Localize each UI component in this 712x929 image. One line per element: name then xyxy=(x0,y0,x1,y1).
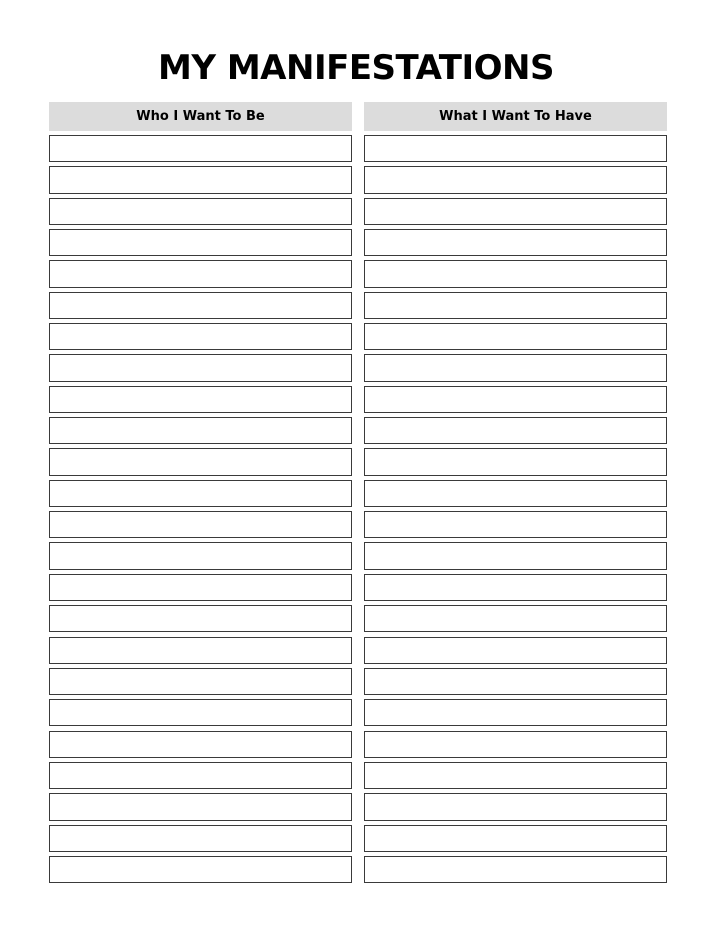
write-in-line[interactable] xyxy=(49,511,352,538)
write-in-line[interactable] xyxy=(364,574,667,601)
write-in-line[interactable] xyxy=(364,793,667,820)
write-in-line[interactable] xyxy=(364,229,667,256)
write-in-line[interactable] xyxy=(49,605,352,632)
write-in-line[interactable] xyxy=(49,198,352,225)
write-in-line[interactable] xyxy=(49,354,352,381)
write-in-line[interactable] xyxy=(49,793,352,820)
write-in-line[interactable] xyxy=(49,480,352,507)
write-in-line[interactable] xyxy=(49,856,352,883)
write-in-line[interactable] xyxy=(49,448,352,475)
write-in-line[interactable] xyxy=(49,825,352,852)
write-in-line[interactable] xyxy=(364,260,667,287)
write-in-line[interactable] xyxy=(49,668,352,695)
write-in-line[interactable] xyxy=(49,386,352,413)
write-in-line[interactable] xyxy=(49,166,352,193)
write-in-line[interactable] xyxy=(364,386,667,413)
write-in-line[interactable] xyxy=(364,292,667,319)
what-i-want-to-have-rows xyxy=(364,135,667,883)
write-in-line[interactable] xyxy=(364,480,667,507)
write-in-line[interactable] xyxy=(49,542,352,569)
write-in-line[interactable] xyxy=(364,448,667,475)
write-in-line[interactable] xyxy=(49,260,352,287)
write-in-line[interactable] xyxy=(364,323,667,350)
write-in-line[interactable] xyxy=(364,354,667,381)
page-title: MY MANIFESTATIONS xyxy=(158,48,554,88)
write-in-line[interactable] xyxy=(49,762,352,789)
who-i-want-to-be-header: Who I Want To Be xyxy=(49,102,352,131)
write-in-line[interactable] xyxy=(49,292,352,319)
write-in-line[interactable] xyxy=(49,229,352,256)
write-in-line[interactable] xyxy=(49,637,352,664)
write-in-line[interactable] xyxy=(49,135,352,162)
write-in-line[interactable] xyxy=(364,637,667,664)
write-in-line[interactable] xyxy=(49,574,352,601)
write-in-line[interactable] xyxy=(364,417,667,444)
write-in-line[interactable] xyxy=(49,323,352,350)
write-in-line[interactable] xyxy=(364,542,667,569)
write-in-line[interactable] xyxy=(364,731,667,758)
who-i-want-to-be-column xyxy=(49,102,352,887)
what-i-want-to-have-header: What I Want To Have xyxy=(364,102,667,131)
write-in-line[interactable] xyxy=(364,135,667,162)
write-in-line[interactable] xyxy=(364,825,667,852)
write-in-line[interactable] xyxy=(49,731,352,758)
write-in-line[interactable] xyxy=(364,699,667,726)
who-i-want-to-be-rows xyxy=(49,135,352,883)
write-in-line[interactable] xyxy=(49,699,352,726)
write-in-line[interactable] xyxy=(49,417,352,444)
what-i-want-to-have-column xyxy=(364,102,667,887)
write-in-line[interactable] xyxy=(364,762,667,789)
write-in-line[interactable] xyxy=(364,511,667,538)
write-in-line[interactable] xyxy=(364,605,667,632)
write-in-line[interactable] xyxy=(364,166,667,193)
write-in-line[interactable] xyxy=(364,198,667,225)
write-in-line[interactable] xyxy=(364,668,667,695)
write-in-line[interactable] xyxy=(364,856,667,883)
